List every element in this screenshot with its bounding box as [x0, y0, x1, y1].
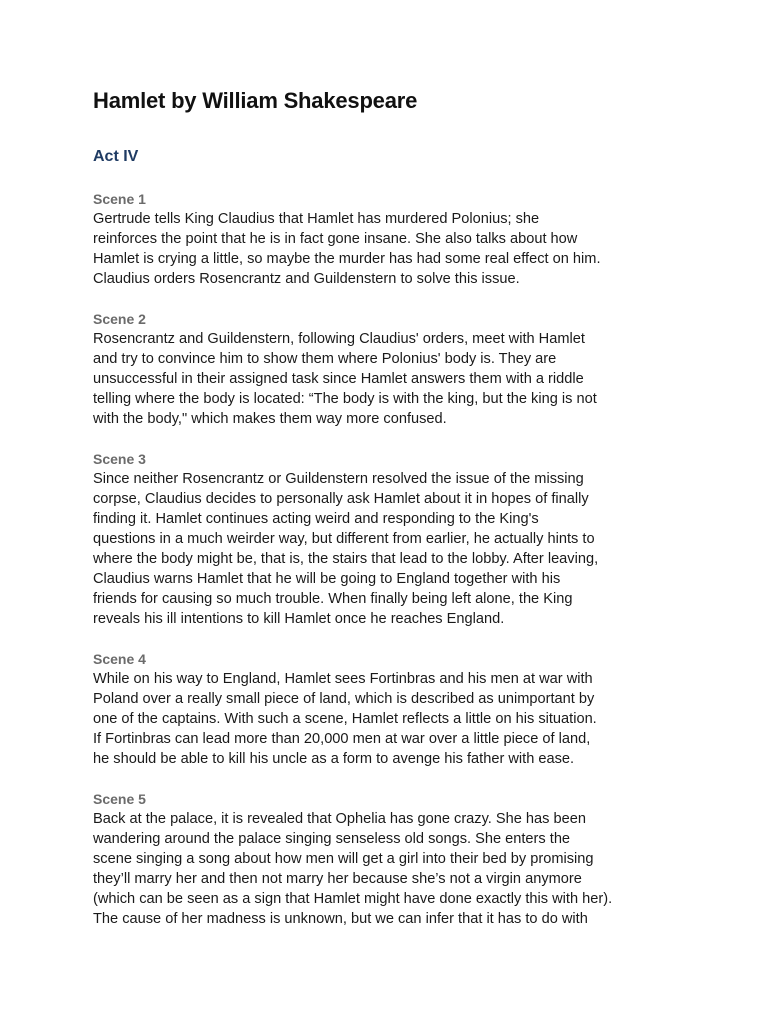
scene-summary	[93, 329, 683, 429]
scene-heading: Scene 2	[93, 311, 146, 327]
text-line: questions in a much weirder way, but different from earlier, he actually hints to	[93, 531, 595, 547]
text-line: with the body," which makes them way more confused.	[93, 411, 447, 427]
text-line: Since neither Rosencrantz or Guildenstern resolved the issue of the missing	[93, 471, 584, 487]
text-line: where the body might be, that is, the stairs that lead to the lobby. After leaving,	[93, 551, 599, 567]
scene-section	[93, 789, 683, 929]
scene-heading: Scene 3	[93, 451, 146, 467]
text-line: corpse, Claudius decides to personally ask Hamlet about it in hopes of finally	[93, 491, 589, 507]
scene-section	[93, 449, 683, 629]
text-line: they’ll marry her and then not marry her because she’s not a virgin anymore	[93, 871, 582, 887]
text-line: Claudius warns Hamlet that he will be going to England together with his	[93, 571, 561, 587]
scene-section	[93, 189, 683, 289]
document-page	[93, 86, 683, 949]
text-line: Claudius orders Rosencrantz and Guildenstern to solve this issue.	[93, 271, 520, 287]
text-line: Poland over a really small piece of land, which is described as unimportant by	[93, 691, 595, 707]
text-line: Gertrude tells King Claudius that Hamlet has murdered Polonius; she	[93, 211, 540, 227]
scene-heading: Scene 4	[93, 651, 146, 667]
scene-heading: Scene 5	[93, 791, 146, 807]
text-line: If Fortinbras can lead more than 20,000 men at war over a little piece of land,	[93, 731, 591, 747]
scene-section	[93, 649, 683, 769]
scene-summary	[93, 469, 683, 629]
text-line: (which can be seen as a sign that Hamlet might have done exactly this with her).	[93, 891, 613, 907]
scene-heading: Scene 1	[93, 191, 146, 207]
text-line: reveals his ill intentions to kill Hamlet once he reaches England.	[93, 611, 505, 627]
text-line: While on his way to England, Hamlet sees Fortinbras and his men at war with	[93, 671, 593, 687]
text-line: Rosencrantz and Guildenstern, following Claudius' orders, meet with Hamlet	[93, 331, 585, 347]
text-line: friends for causing so much trouble. When finally being left alone, the King	[93, 591, 573, 607]
scene-summary	[93, 209, 683, 289]
text-line: Hamlet is crying a little, so maybe the murder has had some real effect on him.	[93, 251, 601, 267]
text-line: he should be able to kill his uncle as a form to avenge his father with ease.	[93, 751, 575, 767]
text-line: wandering around the palace singing senseless old songs. She enters the	[93, 831, 571, 847]
text-line: and try to convince him to show them where Polonius' body is. They are	[93, 351, 557, 367]
text-line: reinforces the point that he is in fact gone insane. She also talks about how	[93, 231, 578, 247]
text-line: finding it. Hamlet continues acting weird and responding to the King's	[93, 511, 539, 527]
scene-summary	[93, 669, 683, 769]
scene-summary	[93, 809, 683, 929]
text-line: unsuccessful in their assigned task since Hamlet answers them with a riddle	[93, 371, 584, 387]
text-line: The cause of her madness is unknown, but we can infer that it has to do with	[93, 911, 588, 927]
text-line: Back at the palace, it is revealed that Ophelia has gone crazy. She has been	[93, 811, 586, 827]
scene-section	[93, 309, 683, 429]
act-heading: Act IV	[93, 148, 139, 165]
text-line: scene singing a song about how men will get a girl into their bed by promising	[93, 851, 594, 867]
text-line: telling where the body is located: “The body is with the king, but the king is not	[93, 391, 597, 407]
text-line: one of the captains. With such a scene, Hamlet reflects a little on his situation.	[93, 711, 597, 727]
document-title: Hamlet by William Shakespeare	[93, 88, 418, 113]
